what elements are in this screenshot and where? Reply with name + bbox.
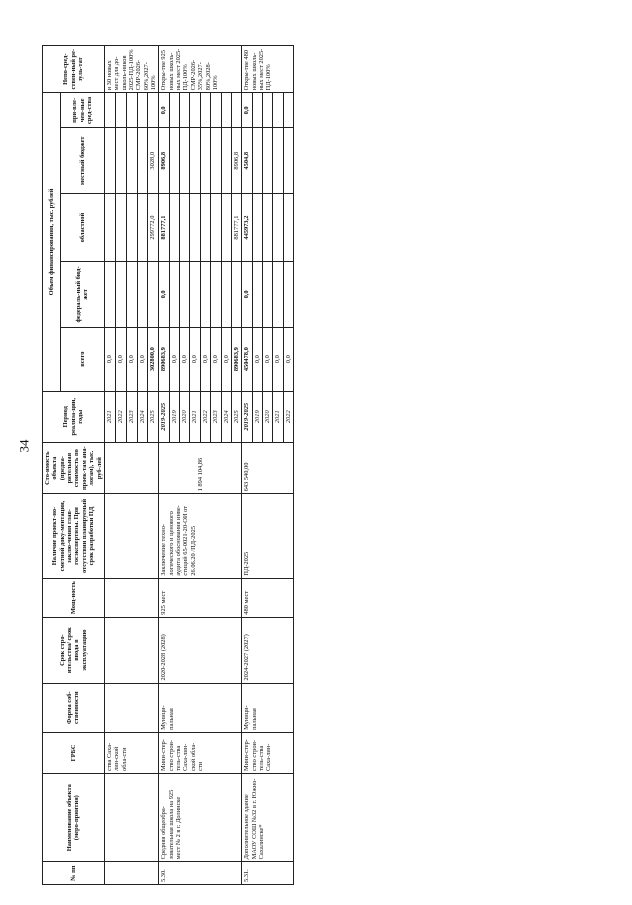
total-value: 0,0 bbox=[283, 327, 293, 391]
page-number: 34 bbox=[16, 439, 32, 453]
col-name: Наименование объекта (меро-приятия) bbox=[43, 773, 105, 861]
table-row bbox=[242, 46, 252, 885]
cont-ownership bbox=[104, 683, 159, 732]
row-grbs: Мини-стер-ство строи-тель-ства Саха-лин-ской обла-сти bbox=[159, 732, 242, 773]
period-range: 2019-2025 bbox=[159, 391, 169, 442]
regional-value: 445973,2 bbox=[242, 194, 252, 262]
total-value: 0,0 bbox=[190, 327, 200, 391]
col-psd: Наличие проект-но-сметной доку-ментации, заклю-чения глав-госэкспертизы. При отсутствии планируемый срок разработки ПД bbox=[43, 494, 105, 578]
row-grbs: Мини-стер-ство строи-тель-ства Саха-лин- bbox=[242, 732, 294, 773]
row-num: 5.30. bbox=[159, 862, 242, 885]
row-ownership: Муници-пальная bbox=[242, 683, 294, 732]
row-term: 2024-2027 (2027) bbox=[242, 617, 294, 683]
header-row-1 bbox=[43, 46, 61, 885]
total-value: 0,0 bbox=[221, 327, 231, 391]
col-period: Период реализа-ции, годы bbox=[43, 391, 105, 442]
row-result: Откры-тие 925 новых школь-ных мест 2025-ПД-100% СМР-2026-35%,2027-80%,2028-100% bbox=[159, 46, 242, 93]
regional-value: 299772,0 bbox=[148, 194, 159, 262]
table-row bbox=[159, 46, 169, 885]
period-year: 2022 bbox=[283, 391, 293, 442]
federal-value: 0,0 bbox=[242, 262, 252, 328]
total-value: 0,0 bbox=[273, 327, 283, 391]
col-num: № пп bbox=[43, 862, 105, 885]
total-value: 0,0 bbox=[200, 327, 210, 391]
total-value: 890683,9 bbox=[231, 327, 241, 391]
cont-name bbox=[104, 773, 159, 861]
col-offbudget: при-вле-чен-ные сред-ства bbox=[61, 93, 105, 128]
cont-result: и 30 новых мест для до-школь-ников 2025-ПД-100% СМР-2026-60%,2027-100% bbox=[104, 46, 159, 93]
col-local: местный бюджет bbox=[61, 128, 105, 194]
regional-value: 881777,1 bbox=[231, 194, 241, 262]
row-ownership: Муници-пальная bbox=[159, 683, 242, 732]
table-row bbox=[104, 46, 115, 885]
total-value: 0,0 bbox=[262, 327, 272, 391]
period-year: 2021 bbox=[104, 391, 115, 442]
row-capacity: 480 мест bbox=[242, 578, 294, 617]
cont-grbs: ства Саха-лин-ской обла-сти bbox=[104, 732, 159, 773]
total-value: 0,0 bbox=[252, 327, 262, 391]
total-value: 302800,0 bbox=[148, 327, 159, 391]
row-num: 5.31. bbox=[242, 862, 294, 885]
total-value: 0,0 bbox=[169, 327, 179, 391]
col-regional: областной bbox=[61, 194, 105, 262]
funding-table-container bbox=[42, 45, 594, 885]
cont-psd bbox=[104, 494, 159, 578]
col-term: Срок стро-ительства/ срок ввода в эксплуатацию bbox=[43, 617, 105, 683]
cont-cost bbox=[104, 442, 159, 493]
col-funding: Объем финансирования, тыс. рублей bbox=[43, 93, 61, 391]
period-year: 2025 bbox=[148, 391, 159, 442]
period-year: 2020 bbox=[180, 391, 190, 442]
col-result: Непо-сред-ствен-ный ре-зуль-тат bbox=[43, 46, 105, 93]
row-result: Откры-тие 480 новых школь-ных мест 2025-ПД-100% bbox=[242, 46, 294, 93]
total-value: 0,0 bbox=[211, 327, 221, 391]
period-year: 2024 bbox=[137, 391, 148, 442]
period-year: 2022 bbox=[115, 391, 126, 442]
period-year: 2021 bbox=[190, 391, 200, 442]
local-value: 8906,8 bbox=[231, 128, 241, 194]
total-value: 0,0 bbox=[137, 327, 148, 391]
total-value: 0,0 bbox=[180, 327, 190, 391]
cont-num bbox=[104, 862, 159, 885]
period-year: 2025 bbox=[231, 391, 241, 442]
period-year: 2021 bbox=[273, 391, 283, 442]
col-federal: федераль-ный бюд-жет bbox=[61, 262, 105, 328]
cont-term bbox=[104, 617, 159, 683]
col-cost: Сто-имость объекта (предва-рительная стоимость по проек-там ана-логам), тыс. руб-лей bbox=[43, 442, 105, 493]
period-year: 2019 bbox=[169, 391, 179, 442]
total-value: 450478,0 bbox=[242, 327, 252, 391]
local-value: 8906,8 bbox=[159, 128, 169, 194]
total-value: 890683,9 bbox=[159, 327, 169, 391]
regional-value: 881777,1 bbox=[159, 194, 169, 262]
period-range: 2019-2025 bbox=[242, 391, 252, 442]
offbudget-value: 0,0 bbox=[159, 93, 169, 128]
period-year: 2024 bbox=[221, 391, 231, 442]
row-cost: 1 894 104,86 bbox=[159, 442, 242, 493]
funding-table bbox=[42, 45, 294, 885]
row-capacity: 925 мест bbox=[159, 578, 242, 617]
offbudget-value: 0,0 bbox=[242, 93, 252, 128]
col-ownership: Форма соб-ственности bbox=[43, 683, 105, 732]
period-year: 2020 bbox=[262, 391, 272, 442]
row-name: Дополнительное здание МАОУ СОШ №32 в г. Южно-Сахалинске* bbox=[242, 773, 294, 861]
col-grbs: ГРБС bbox=[43, 732, 105, 773]
row-term: 2020-2028 (2028) bbox=[159, 617, 242, 683]
col-capacity: Мощ-ность bbox=[43, 578, 105, 617]
federal-value: 0,0 bbox=[159, 262, 169, 328]
row-psd: ПД-2025 bbox=[242, 494, 294, 578]
period-year: 2023 bbox=[126, 391, 137, 442]
period-year: 2023 bbox=[211, 391, 221, 442]
row-name: Средняя общеобра-зовательная школа на 925 мест № 2 в г. Долинске bbox=[159, 773, 242, 861]
period-year: 2022 bbox=[200, 391, 210, 442]
row-psd: Заключение техно-логического и ценового аудита обоснования инве-стиций 65-0021-20-ОИ от 26.06.20 /ПД-2025 bbox=[159, 494, 242, 578]
cont-capacity bbox=[104, 578, 159, 617]
local-value: 3028,0 bbox=[148, 128, 159, 194]
col-total: всего bbox=[61, 327, 105, 391]
total-value: 0,0 bbox=[126, 327, 137, 391]
period-year: 2019 bbox=[252, 391, 262, 442]
local-value: 4504,8 bbox=[242, 128, 252, 194]
row-cost: 643 540,00 bbox=[242, 442, 294, 493]
total-value: 0,0 bbox=[104, 327, 115, 391]
total-value: 0,0 bbox=[115, 327, 126, 391]
